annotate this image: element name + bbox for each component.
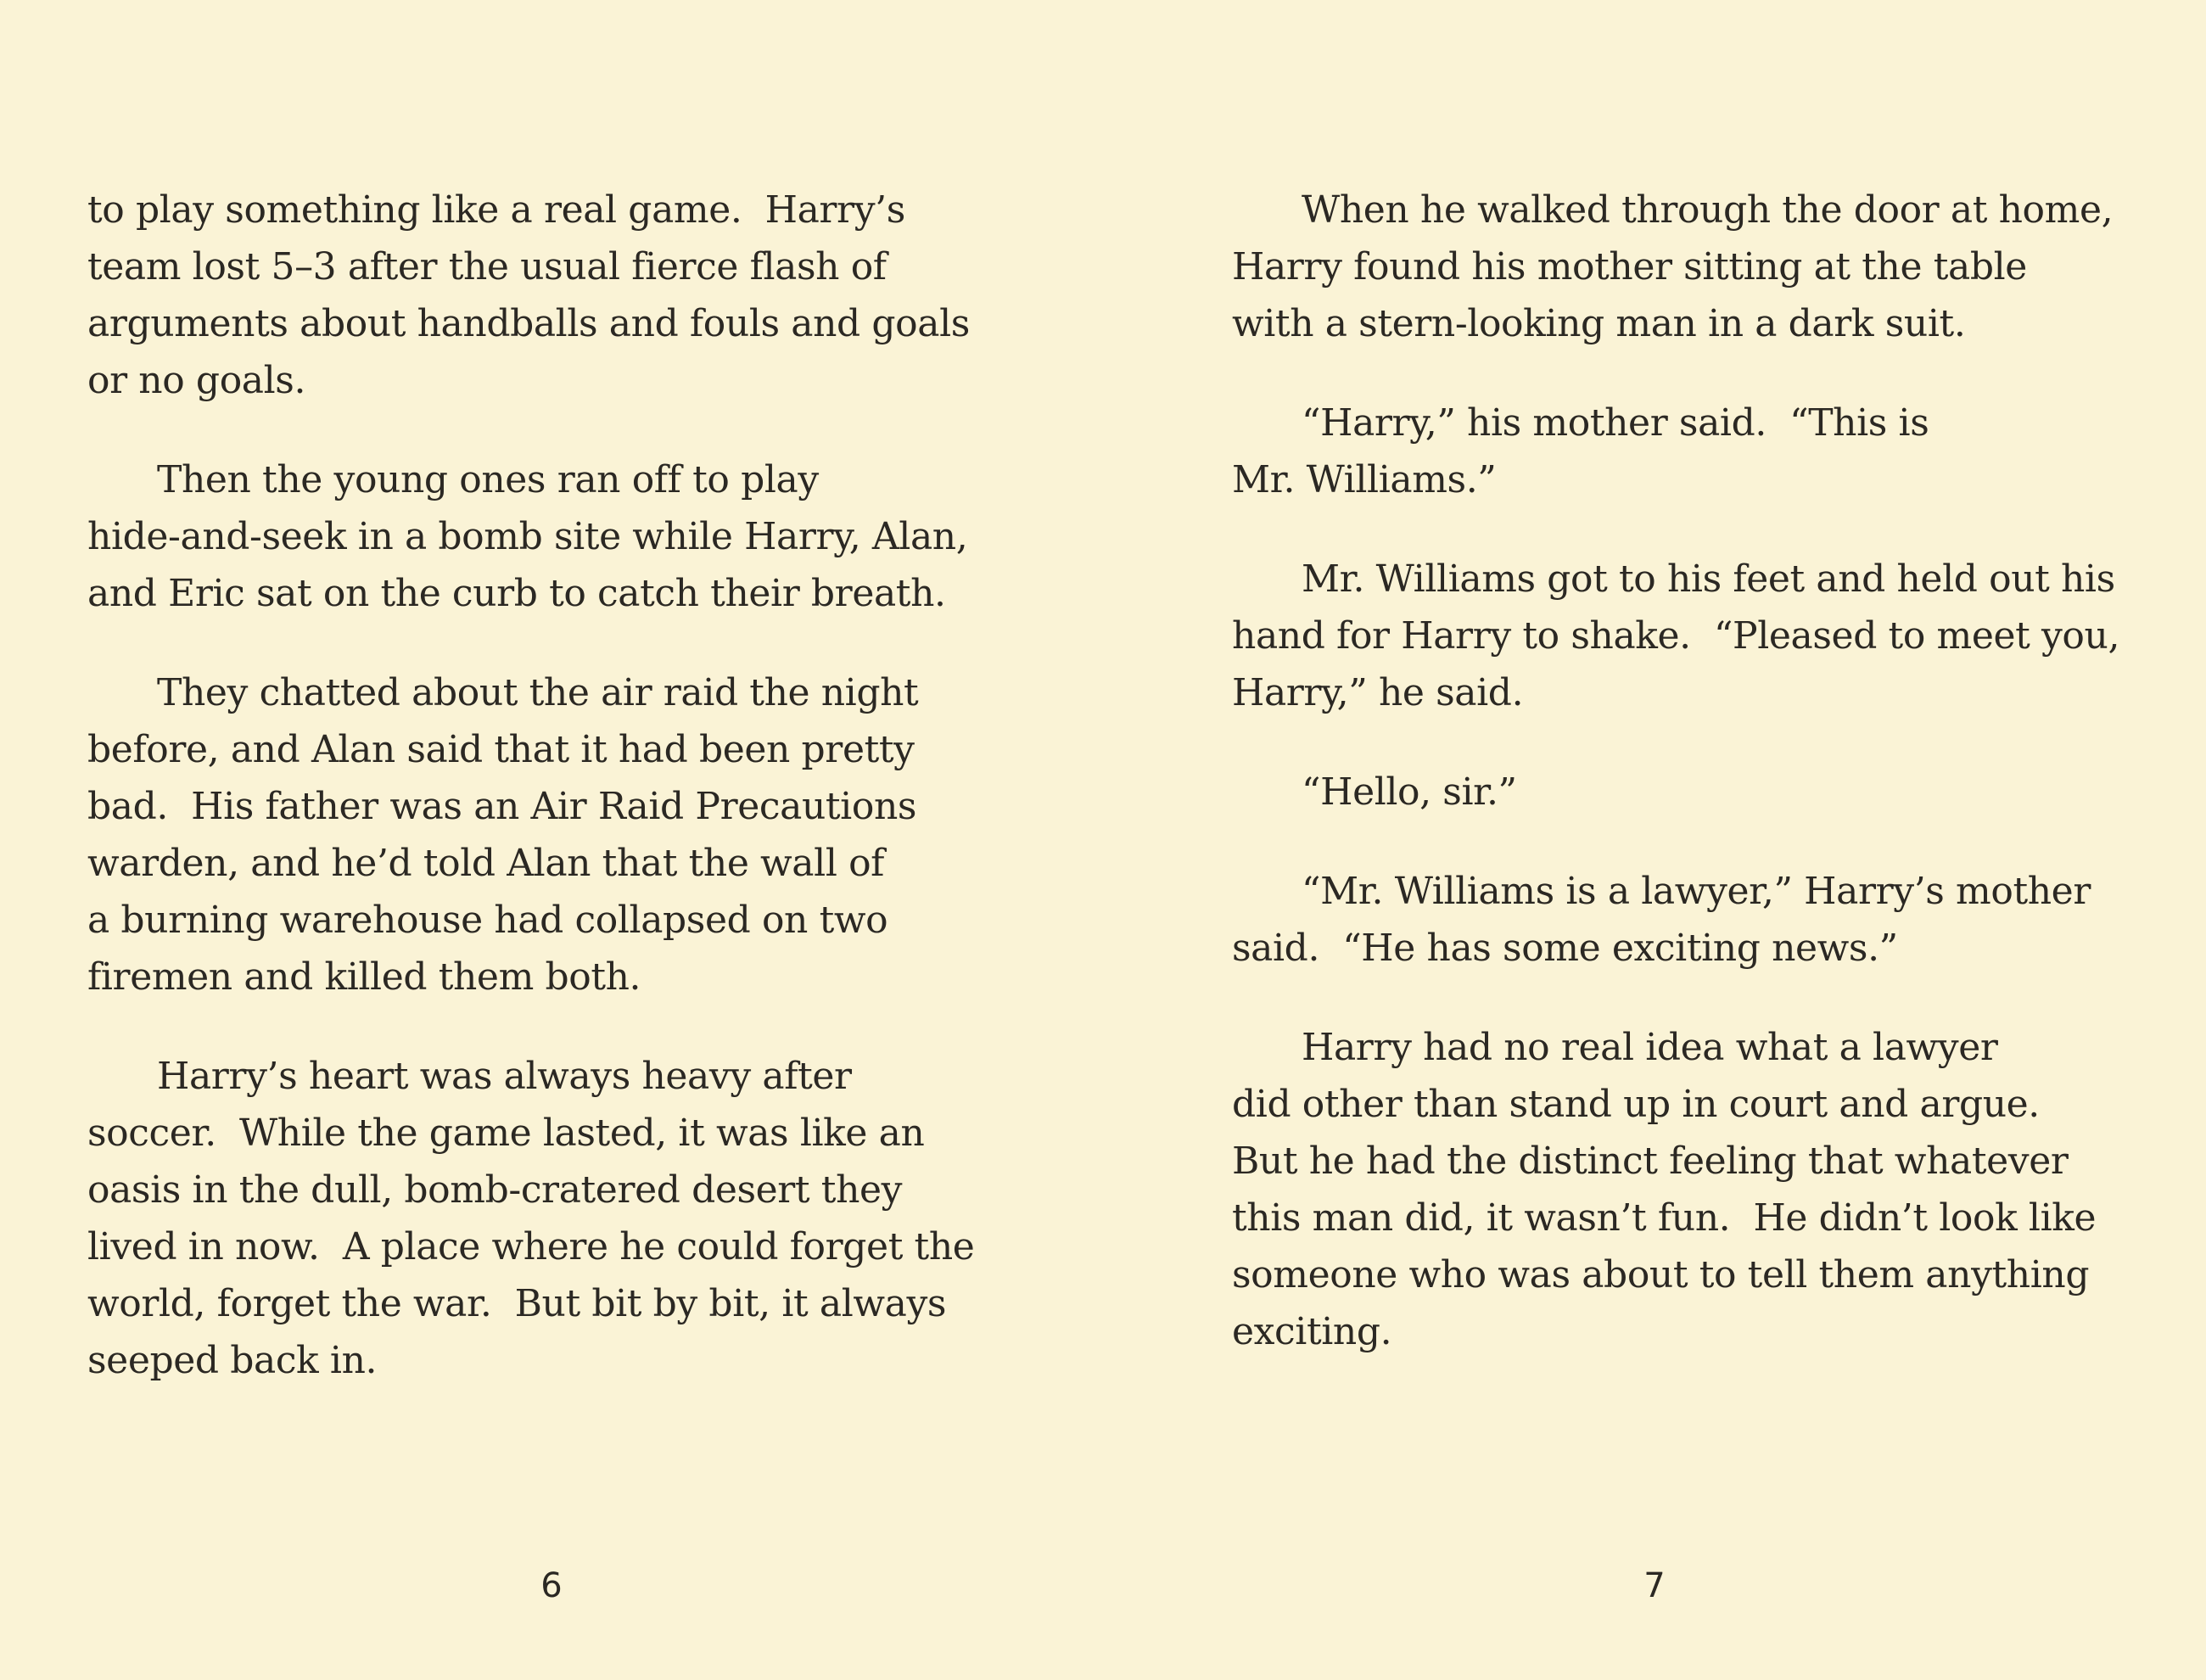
text-line: Harry found his mother sitting at the table — [1232, 245, 2027, 288]
text-line: hand for Harry to shake. “Pleased to meet you, — [1232, 614, 2120, 658]
text-line: did other than stand up in court and argue. — [1232, 1083, 2040, 1126]
text-line: team lost 5–3 after the usual fierce flash of — [87, 245, 887, 288]
text-line: hide-and-seek in a bomb site while Harry, Alan, — [87, 515, 968, 558]
text-line: warden, and he’d told Alan that the wall of — [87, 842, 885, 885]
paragraph — [1232, 764, 2191, 820]
text-line: “Hello, sir.” — [1302, 770, 1517, 814]
paragraph — [1232, 395, 2191, 508]
text-line: or no goals. — [87, 359, 306, 402]
paragraph — [1232, 182, 2191, 352]
text-line: They chatted about the air raid the night — [157, 671, 919, 714]
text-line: When he walked through the door at home, — [1302, 188, 2114, 232]
text-line: world, forget the war. But bit by bit, it always — [87, 1282, 947, 1325]
text-line: lived in now. A place where he could forget the — [87, 1225, 975, 1268]
text-line: “Mr. Williams is a lawyer,” Harry’s mother — [1302, 870, 2091, 913]
page-number-right: 7 — [1643, 1566, 1666, 1605]
text-line: “Harry,” his mother said. “This is — [1302, 401, 1929, 445]
text-line: bad. His father was an Air Raid Precautions — [87, 785, 917, 828]
page-right — [1103, 0, 2206, 1680]
paragraph — [1232, 1019, 2191, 1360]
text-line: arguments about handballs and fouls and goals — [87, 302, 970, 345]
paragraph — [1232, 551, 2191, 721]
text-line: to play something like a real game. Harry’s — [87, 188, 905, 232]
page-number-left: 6 — [540, 1566, 563, 1605]
text-line: a burning warehouse had collapsed on two — [87, 899, 888, 942]
paragraph — [87, 1048, 1046, 1389]
text-line: soccer. While the game lasted, it was like an — [87, 1112, 925, 1155]
text-line: Harry had no real idea what a lawyer — [1302, 1026, 1998, 1069]
paragraph — [1232, 863, 2191, 977]
text-line: with a stern-looking man in a dark suit. — [1232, 302, 1966, 345]
text-line: this man did, it wasn’t fun. He didn’t look like — [1232, 1196, 2097, 1240]
text-line: Harry’s heart was always heavy after — [157, 1055, 852, 1098]
text-line: exciting. — [1232, 1310, 1392, 1353]
paragraph — [87, 182, 1046, 409]
paragraph — [87, 664, 1046, 1005]
text-line: seeped back in. — [87, 1339, 378, 1382]
text-line: Mr. Williams got to his feet and held out his — [1302, 557, 2115, 601]
text-line: But he had the distinct feeling that whatever — [1232, 1140, 2069, 1183]
text-line: before, and Alan said that it had been pretty — [87, 728, 915, 771]
text-line: someone who was about to tell them anything — [1232, 1253, 2090, 1296]
page-left-text — [87, 182, 1046, 1431]
paragraph — [87, 451, 1046, 622]
page-right-text — [1232, 182, 2191, 1403]
text-line: and Eric sat on the curb to catch their breath. — [87, 572, 946, 615]
text-line: Mr. Williams.” — [1232, 458, 1497, 501]
text-line: firemen and killed them both. — [87, 955, 641, 999]
text-line: oasis in the dull, bomb-cratered desert they — [87, 1168, 903, 1212]
text-line: said. “He has some exciting news.” — [1232, 927, 1898, 970]
text-line: Then the young ones ran off to play — [157, 458, 819, 501]
text-line: Harry,” he said. — [1232, 671, 1524, 714]
